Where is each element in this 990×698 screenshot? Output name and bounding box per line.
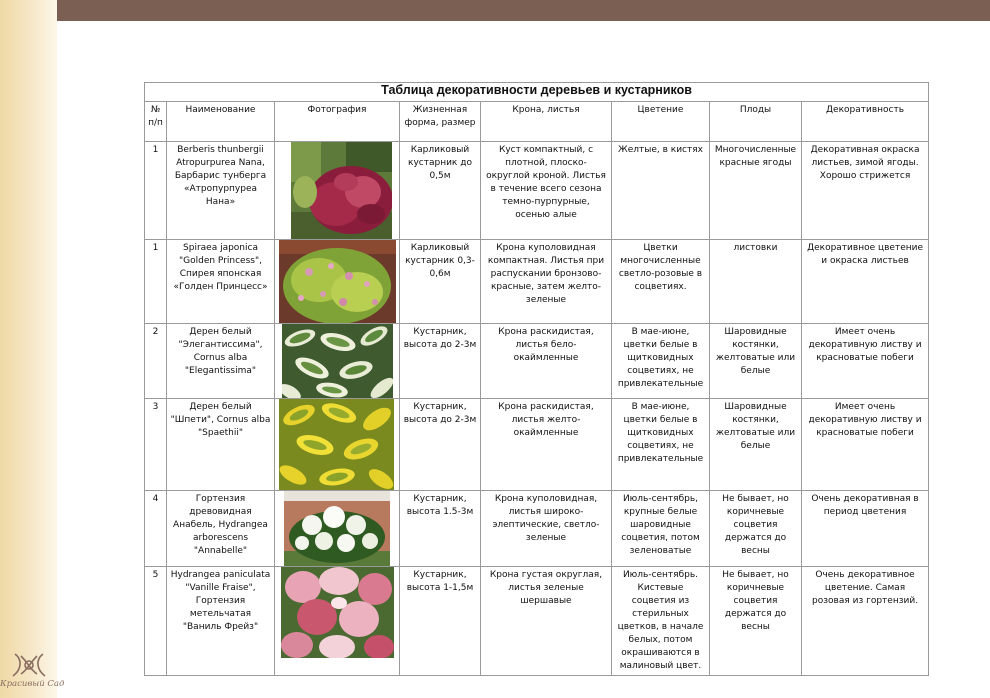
cell-crown: Крона раскидистая, листья бело-окаймленные: [481, 324, 612, 399]
spiraea-photo: [279, 240, 399, 323]
cell-name: Spiraea japonica "Golden Princess", Спирея японская «Голден Принцесс»: [167, 240, 275, 324]
hydrangea-vanille-fraise-photo: [281, 567, 399, 658]
table-row: [145, 324, 929, 399]
logo: [0, 650, 65, 698]
header-decor: Декоративность: [802, 102, 929, 142]
cell-num: 4: [145, 491, 167, 567]
table-title: Таблица декоративности деревьев и кустарников: [145, 83, 929, 102]
cell-name: Дерен белый "Шпети", Cornus alba "Spaethii": [167, 399, 275, 491]
cell-name: Hydrangea paniculata "Vanille Fraise", Гортензия метельчатая "Ваниль Фрейз": [167, 567, 275, 676]
cell-form: Кустарник, высота до 2-3м: [400, 324, 481, 399]
table-row: [145, 567, 929, 676]
cell-flowering: Цветки многочисленные светло-розовые в соцветиях.: [612, 240, 710, 324]
cell-photo: [275, 142, 400, 240]
top-header-bar: [57, 0, 990, 21]
cell-crown: Крона куполовидная, листья широко-элептические, светло-зеленые: [481, 491, 612, 567]
cell-flowering: В мае-июне, цветки белые в щитковидных соцветиях, не привлекательные: [612, 324, 710, 399]
cell-flowering: Июль-сентябрь, крупные белые шаровидные соцветия, потом зеленоватые: [612, 491, 710, 567]
logo-emblem-icon: [7, 650, 51, 680]
cell-crown: Крона раскидистая, листья желто-окаймленные: [481, 399, 612, 491]
cell-decor: Декоративная окраска листьев, зимой ягоды. Хорошо стрижется: [802, 142, 929, 240]
cell-num: 1: [145, 142, 167, 240]
plants-decorativeness-table: [144, 82, 929, 676]
header-form: Жизненная форма, размер: [400, 102, 481, 142]
table-row: [145, 399, 929, 491]
cornus-spaethii-photo: [279, 399, 399, 490]
cell-form: Кустарник, высота 1.5-3м: [400, 491, 481, 567]
cell-fruit: листовки: [710, 240, 802, 324]
cell-crown: Крона куполовидная компактная. Листья при распускании бронзово-красные, затем желто-зеленые: [481, 240, 612, 324]
cell-flowering: Желтые, в кистях: [612, 142, 710, 240]
cell-num: 1: [145, 240, 167, 324]
left-decorative-strip: [0, 0, 65, 698]
cell-flowering: Июль-сентябрь. Кистевые соцветия из стерильных цветков, в начале белых, потом окрашиваются в малиновый цвет.: [612, 567, 710, 676]
cell-name: Berberis thunbergii Atropurpurea Nana, Барбарис тунберга «Атропурпуреа Нана»: [167, 142, 275, 240]
cell-decor: Имеет очень декоративную листву и красноватые побеги: [802, 399, 929, 491]
barberry-photo: [291, 142, 399, 239]
cell-photo: [275, 491, 400, 567]
cell-fruit: Шаровидные костянки, желтоватые или белые: [710, 399, 802, 491]
cell-form: Кустарник, высота 1-1,5м: [400, 567, 481, 676]
table-row: [145, 240, 929, 324]
cell-decor: Декоративное цветение и окраска листьев: [802, 240, 929, 324]
cell-crown: Куст компактный, с плотной, плоско-округлой кроной. Листья в течение всего сезона темно-пурпурные, осенью алые: [481, 142, 612, 240]
cell-photo: [275, 399, 400, 491]
cornus-elegantissima-photo: [282, 324, 399, 398]
cell-form: Карликовый кустарник до 0,5м: [400, 142, 481, 240]
header-crown: Крона, листья: [481, 102, 612, 142]
cell-fruit: Не бывает, но коричневые соцветия держатся до весны: [710, 567, 802, 676]
logo-text: Красивый Сад: [0, 679, 65, 689]
logo-tagline: [0, 689, 58, 693]
header-fruit: Плоды: [710, 102, 802, 142]
cell-photo: [275, 324, 400, 399]
cell-num: 2: [145, 324, 167, 399]
header-num: № п/п: [145, 102, 167, 142]
table-row: [145, 142, 929, 240]
cell-fruit: Не бывает, но коричневые соцветия держатся до весны: [710, 491, 802, 567]
cell-flowering: В мае-июне, цветки белые в щитковидных соцветиях, не привлекательные: [612, 399, 710, 491]
header-photo: Фотография: [275, 102, 400, 142]
cell-fruit: Шаровидные костянки, желтоватые или белые: [710, 324, 802, 399]
cell-decor: Очень декоративная в период цветения: [802, 491, 929, 567]
hydrangea-annabelle-photo: [284, 491, 399, 566]
cell-form: Карликовый кустарник 0,3-0,6м: [400, 240, 481, 324]
cell-form: Кустарник, высота до 2-3м: [400, 399, 481, 491]
cell-name: Дерен белый "Элегантиссима", Cornus alba "Elegantissima": [167, 324, 275, 399]
cell-name: Гортензия древовидная Анабель, Hydrangea arborescens "Annabelle": [167, 491, 275, 567]
header-flowering: Цветение: [612, 102, 710, 142]
header-name: Наименование: [167, 102, 275, 142]
cell-photo: [275, 567, 400, 676]
cell-decor: Имеет очень декоративную листву и красноватые побеги: [802, 324, 929, 399]
cell-crown: Крона густая округлая, листья зеленые шершавые: [481, 567, 612, 676]
cell-photo: [275, 240, 400, 324]
table-row: [145, 491, 929, 567]
cell-num: 5: [145, 567, 167, 676]
cell-num: 3: [145, 399, 167, 491]
cell-fruit: Многочисленные красные ягоды: [710, 142, 802, 240]
cell-decor: Очень декоративное цветение. Самая розовая из гортензий.: [802, 567, 929, 676]
